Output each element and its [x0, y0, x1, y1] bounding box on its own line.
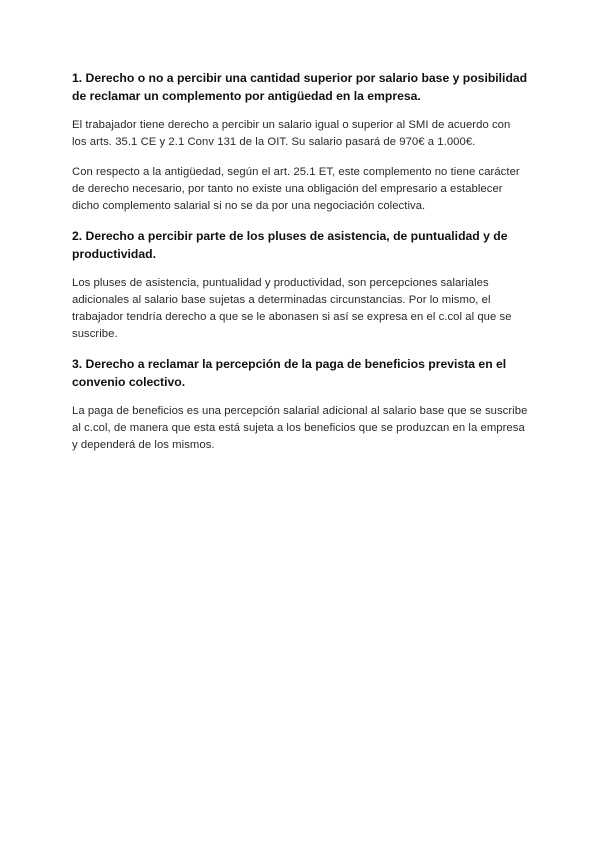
section-2 — [72, 228, 528, 343]
section-heading: 1. Derecho o no a percibir una cantidad superior por salario base y posibilidad de reclamar un complemento por antigüedad en la empresa. — [72, 71, 528, 103]
section-1 — [72, 70, 528, 215]
paragraph: Los pluses de asistencia, puntualidad y productividad, son percepciones salariales adicionales al salario base sujetas a determinadas circunstancias. Por lo mismo, el trabajador tendría derecho a que se le abonasen si así se expresa en el c.col al que se suscribe. — [72, 277, 512, 340]
section-heading: 2. Derecho a percibir parte de los pluses de asistencia, de puntualidad y de productividad. — [72, 229, 508, 261]
section-heading: 3. Derecho a reclamar la percepción de la paga de beneficios prevista en el convenio colectivo. — [72, 357, 507, 389]
paragraph: El trabajador tiene derecho a percibir un salario igual o superior al SMI de acuerdo con los arts. 35.1 CE y 2.1 Conv 131 de la OIT. Su salario pasará de 970€ a 1.000€. — [72, 119, 511, 148]
section-3 — [72, 356, 528, 454]
paragraph: La paga de beneficios es una percepción salarial adicional al salario base que se suscribe al c.col, de manera que esta está sujeta a los beneficios que se produzcan en la empresa y dependerá de los mismos. — [72, 405, 528, 451]
paragraph: Con respecto a la antigüedad, según el art. 25.1 ET, este complemento no tiene carácter de derecho necesario, por tanto no existe una obligación del empresario a establecer dicho complemento salarial si no se da por una negociación colectiva. — [72, 166, 520, 212]
